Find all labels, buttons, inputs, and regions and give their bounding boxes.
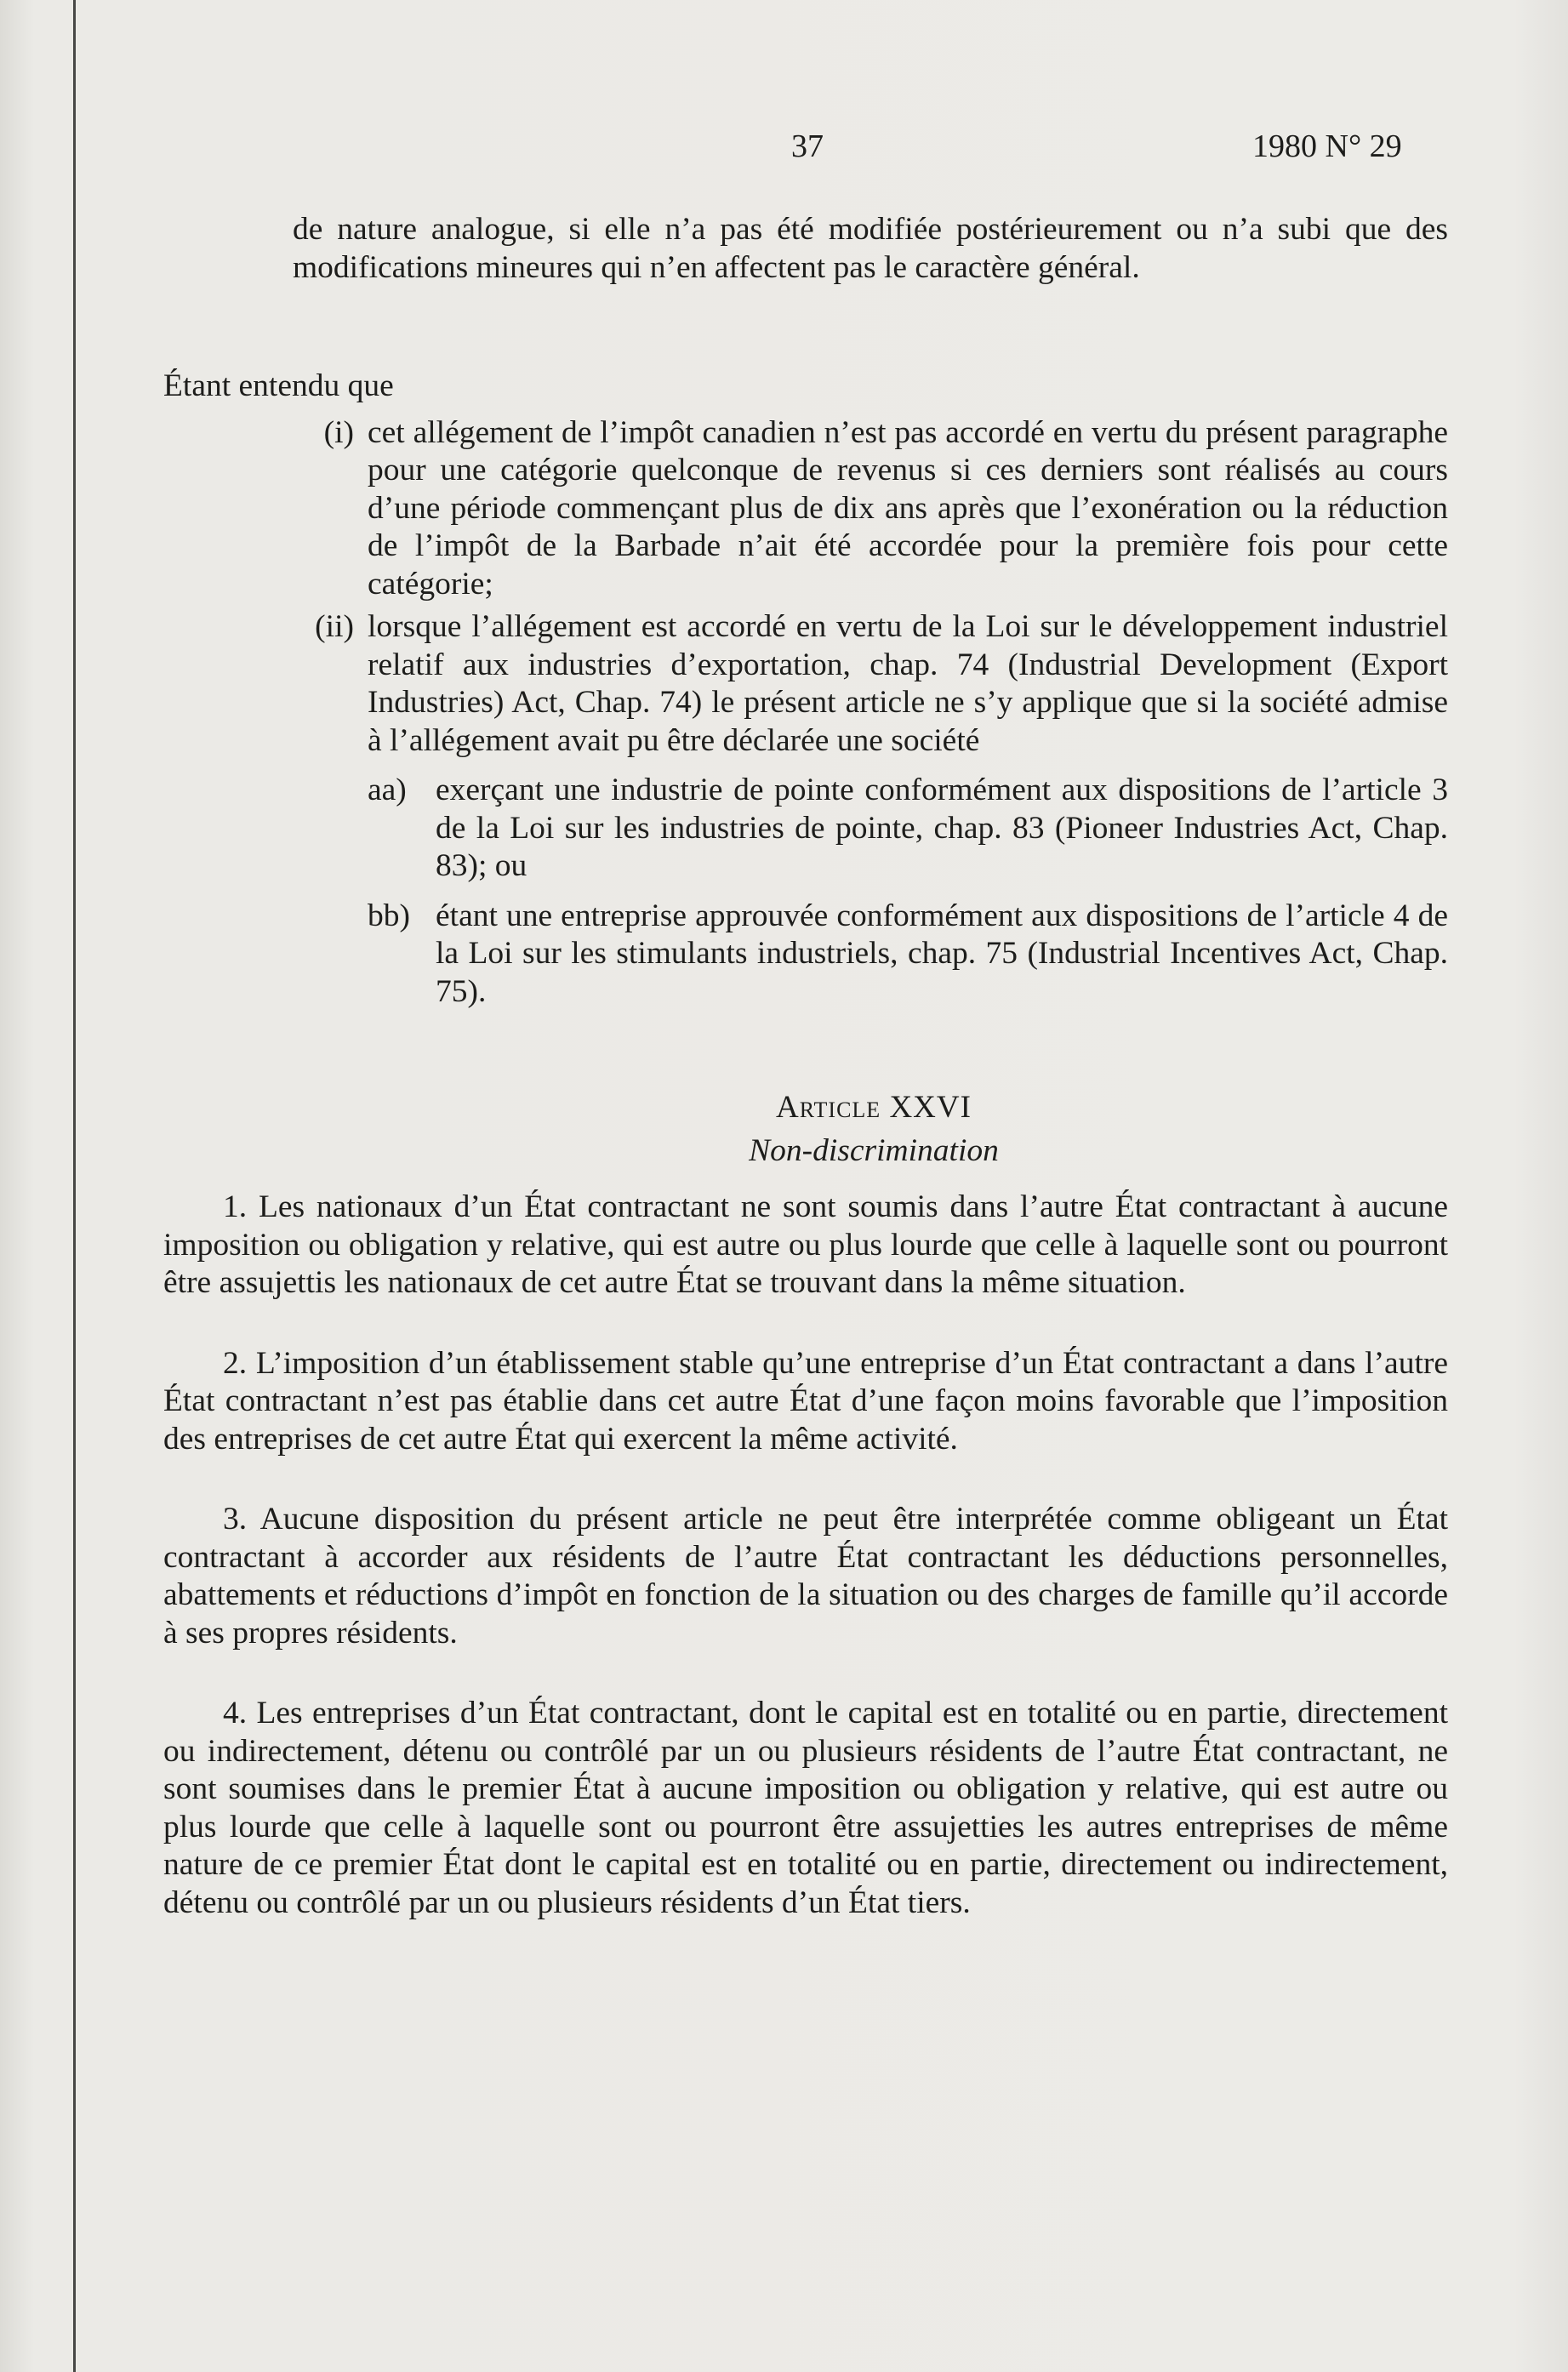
page-number: 37 bbox=[791, 128, 824, 164]
article-title: Non-discrimination bbox=[749, 1132, 999, 1168]
list-item-text: lorsque l’allégement est accordé en vertu de la Loi sur le développement industriel relatif aux industries d’exportation, chap. 74 (Industrial Development (Export Industries) Act, Chap. 74) le présent article ne s’y applique que si la société admise à l’allégement avait pu être déclarée une société bbox=[368, 609, 1448, 758]
list-item-text: cet allégement de l’impôt canadien n’est pas accordé en vertu du présent paragraphe pour une catégorie quelconque de revenus si ces derniers sont réalisés au cours d’une période commençant plus de dix ans après que l’exonération ou la réduction de l’impôt de la Barbade n’ait été accordée pour la première fois pour cette catégorie; bbox=[368, 414, 1448, 602]
list-item bbox=[163, 608, 1448, 760]
list-item-number: (ii) bbox=[315, 609, 354, 644]
article-paragraph: 2. L’imposition d’un établissement stable qu’une entreprise d’un État contractant a dans l’autre État contractant n’est pas établie dans cet autre État d’une façon moins favorable que l’imposition des entreprises de cet autre État qui exercent la même activité. bbox=[163, 1345, 1448, 1457]
sub-list-item bbox=[163, 898, 1448, 1012]
list-item bbox=[163, 414, 1448, 604]
document-number: 1980 N° 29 bbox=[1252, 128, 1402, 164]
sub-list-item-text: étant une entreprise approuvée conformément aux dispositions de l’article 4 de la Loi sur les stimulants industriels, chap. 75 (Industrial Incentives Act, Chap. 75). bbox=[436, 898, 1448, 1009]
page-binding-line bbox=[73, 0, 76, 2372]
sub-list-item-text: exerçant une industrie de pointe conformément aux dispositions de l’article 3 de la Loi sur les industries de pointe, chap. 83 (Pioneer Industries Act, Chap. 83); ou bbox=[436, 773, 1448, 883]
article-heading: Article XXVI bbox=[776, 1090, 972, 1125]
intro-paragraph: de nature analogue, si elle n’a pas été modifiée postérieurement ou n’a subi que des modifications mineures qui n’en affectent pas le caractère général. bbox=[293, 212, 1448, 285]
article-paragraph: 3. Aucune disposition du présent article ne peut être interprétée comme obligeant un État contractant à accorder aux résidents de l’autre État contractant les déductions personnelles, abattements et réductions d’impôt en fonction de la situation ou des charges de famille qu’il accorde à ses propres résidents. bbox=[163, 1502, 1448, 1651]
sub-list-item-number: aa) bbox=[368, 773, 407, 807]
running-header bbox=[0, 128, 1568, 170]
lead-in-text: Étant entendu que bbox=[163, 368, 394, 403]
article-paragraph: 1. Les nationaux d’un État contractant ne sont soumis dans l’autre État contractant à aucune imposition ou obligation y relative, qui est autre ou plus lourde que celle à laquelle sont ou pourront être assujettis les nationaux de cet autre État se trouvant dans la même situation. bbox=[163, 1189, 1448, 1300]
list-item-number: (i) bbox=[323, 414, 354, 450]
article-paragraph: 4. Les entreprises d’un État contractant, dont le capital est en totalité ou en partie, directement ou indirectement, détenu ou contrôlé par un ou plusieurs résidents de l’autre État contractant, ne sont soumises dans le premier État à aucune imposition ou obligation y relative, qui est autre ou plus lourde que celle à laquelle sont ou pourront être assujetties les autres entreprises de même nature de ce premier État dont le capital est en totalité ou en partie, directement ou indirectement, détenu ou contrôlé par un ou plusieurs résidents d’un État tiers. bbox=[163, 1696, 1448, 1920]
document-body bbox=[163, 211, 1448, 1964]
sub-list-item-number: bb) bbox=[368, 898, 410, 933]
sub-list-item bbox=[163, 772, 1448, 886]
